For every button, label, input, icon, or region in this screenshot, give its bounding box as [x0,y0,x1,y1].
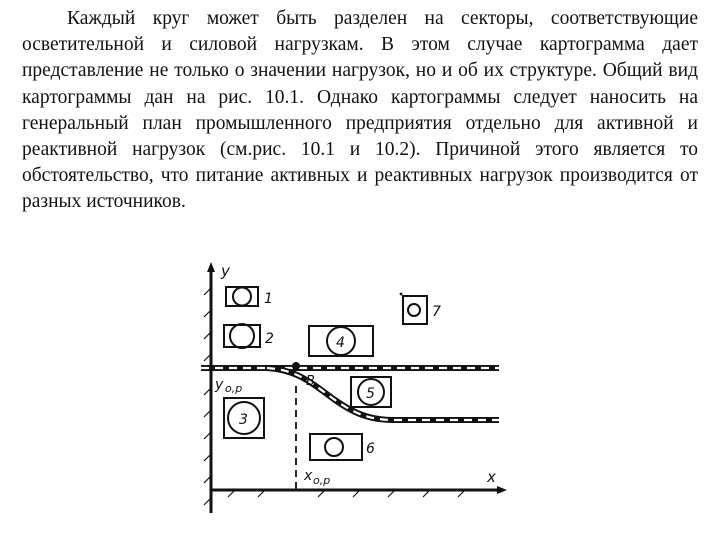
svg-text:4: 4 [336,335,345,351]
svg-text:y: y [215,377,224,393]
svg-text:3: 3 [239,412,248,428]
object-6 [310,434,375,460]
object-5 [351,377,391,407]
x-axis [211,486,507,497]
svg-text:2: 2 [265,331,274,347]
text-block [22,6,698,216]
svg-text:6: 6 [366,441,375,457]
paragraph: Каждый круг может быть разделен на секторы, соответствующие осветительной и силовой нагрузкам. В этом случае картограмма дает представление не только о значении нагрузок, но и об их структуре. Общий вид картограммы дан на рис. 10.1. Однако картограммы следует наносить на генеральный план промышленного предприятия отдельно для активной и реактивной нагрузок (см.рис. 10.1 и 10.2). Причиной этого является то обстоятельство, что питание активных и реактивных нагрузок производится от разных источников. [22,8,698,213]
object-2 [224,324,274,348]
point-label: B [306,374,315,389]
svg-text:о,р: о,р [225,382,243,395]
svg-text:1: 1 [264,291,273,307]
y-axis [204,262,215,513]
svg-text:7: 7 [432,304,441,320]
y-origin-label [214,377,242,395]
object-3 [224,398,264,438]
svg-text:о,р: о,р [313,474,331,487]
cartogram-figure [195,258,525,520]
object-1 [226,287,273,307]
x-axis-label: x [487,468,496,486]
x-origin-label [303,468,330,487]
svg-text:x: x [304,468,313,484]
object-4 [309,326,373,356]
svg-text:5: 5 [366,386,375,402]
object-7 [403,296,441,324]
cartogram-drawing [195,258,525,520]
y-axis-label: y [221,262,230,280]
marker-dot [400,293,403,296]
junction-point [292,362,300,370]
